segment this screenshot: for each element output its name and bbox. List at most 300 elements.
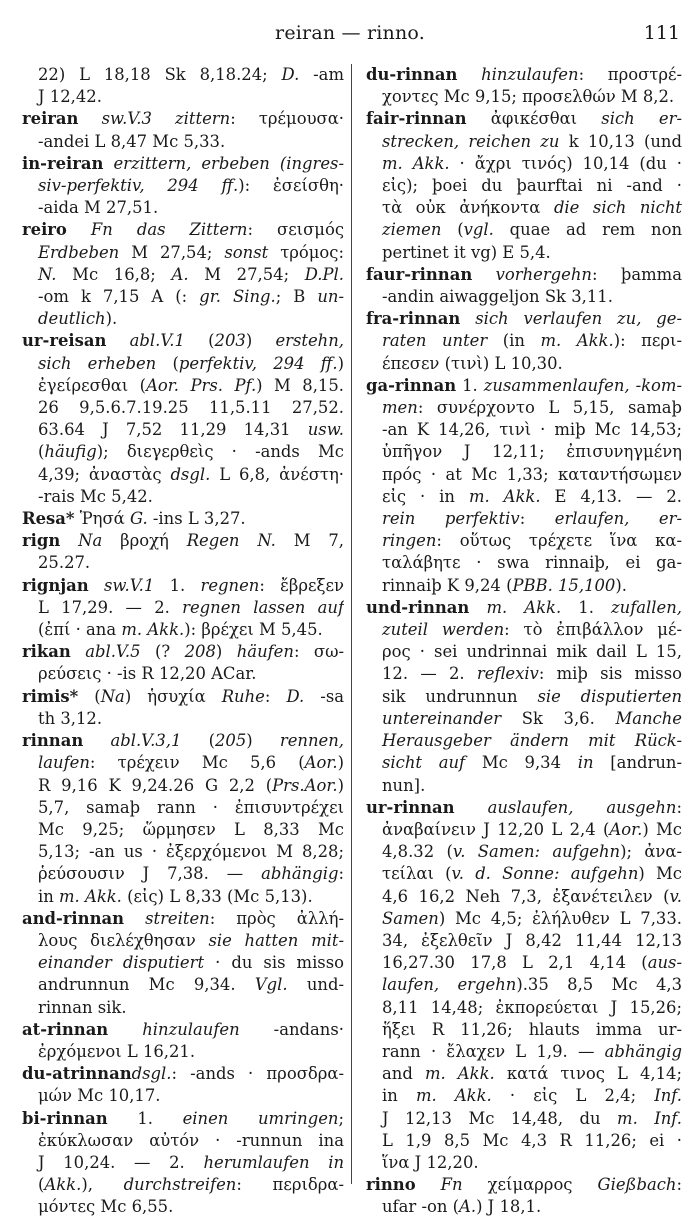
entry-line: [366, 1196, 682, 1218]
headword: reiran: [22, 109, 79, 129]
italic-gloss: Fn: [440, 1175, 463, 1195]
entry-text: 1.: [107, 1108, 183, 1128]
entry-headword-line: [366, 375, 682, 397]
headword: rinno: [366, 1175, 416, 1195]
entry-line: [366, 863, 682, 885]
entry-text: πρός · at Mc 1,33; καταντήσωμεν: [382, 464, 682, 484]
entry-line: [366, 175, 682, 197]
entry-line: [366, 464, 682, 486]
entry-line: [22, 419, 344, 441]
entry-line: [366, 486, 682, 508]
entry-text: in: [38, 886, 60, 906]
entry-text: rinnaiþ K 9,24 (: [382, 575, 513, 595]
entry-text: :: [676, 797, 682, 817]
entry-line: [22, 775, 344, 797]
entry-text: ufar -on (: [382, 1197, 460, 1217]
italic-gloss: men: [382, 398, 418, 418]
entry-line: [366, 1019, 682, 1041]
italic-gloss: sw.V.1: [103, 575, 155, 595]
entry-text: [416, 1175, 441, 1194]
headword: rikan: [22, 642, 71, 662]
entry-line: [366, 197, 682, 219]
entry-text: 25.27.: [38, 553, 91, 573]
entry-line: [366, 242, 682, 264]
entry-line: [366, 686, 682, 708]
entry-text: ) Mc 4,5; ἐλήλυθεν L 7,33.: [438, 908, 682, 928]
headword: rinnan: [22, 731, 84, 751]
entry-text: sik undrunnun: [382, 686, 538, 706]
entry-line: [22, 353, 344, 375]
entry-line: [22, 841, 344, 863]
entry-line: [366, 930, 682, 952]
entry-headword-line: [22, 153, 344, 175]
entry-text: (εἰς) L 8,33 (Mc 5,13).: [121, 886, 313, 906]
entry-text: J 12,42.: [38, 87, 102, 107]
entry-headword-line: [22, 686, 344, 708]
italic-gloss: sonst: [224, 242, 269, 262]
entry-line: [22, 752, 344, 774]
italic-gloss: einander disputiert: [38, 953, 205, 973]
headword: Resa*: [22, 509, 75, 529]
italic-gloss: sich erheben: [38, 353, 157, 373]
entry-text: ὑπῆγον J 12,11; ἐπισυνηγμένη: [382, 442, 682, 462]
italic-gloss: rein perfektiv: [382, 509, 520, 529]
italic-gloss: herumlaufen in: [203, 1152, 344, 1172]
italic-gloss: Aor. Prs. Pf.: [146, 375, 257, 395]
entry-line: [22, 1174, 344, 1196]
entry-text: Ῥησά: [74, 509, 130, 529]
italic-gloss: dsgl.: [170, 464, 211, 484]
entry-text: βροχή: [102, 531, 187, 551]
entry-text: Mc 9,34: [465, 753, 578, 773]
italic-gloss: abhängig: [261, 864, 339, 884]
headword: ga-rinnan: [366, 375, 457, 395]
entry-text: ) ἡσυχία: [124, 686, 222, 706]
entry-text: [472, 265, 495, 284]
entry-line: [366, 619, 682, 641]
italic-gloss: un-: [317, 287, 344, 307]
entry-text: :: [338, 864, 344, 884]
entry-text: ); διεγερθεὶς · -ands Mc: [96, 442, 344, 462]
entry-line: [366, 330, 682, 352]
entry-text: : τρέμουσα·: [230, 109, 344, 129]
entry-line: [22, 242, 344, 264]
entry-text: (: [78, 686, 101, 706]
italic-gloss: Vgl.: [254, 975, 288, 995]
entry-headword-line: [22, 530, 344, 552]
entry-line: [366, 219, 682, 241]
entry-text: -sa: [304, 686, 344, 706]
entry-headword-line: [366, 597, 682, 619]
italic-gloss: strecken, reichen zu: [382, 131, 560, 151]
italic-gloss: abl.V.3,1: [110, 731, 182, 751]
entry-line: [22, 64, 344, 86]
entry-headword-line: [22, 1108, 344, 1130]
entry-text: · εἰς L 2,4;: [491, 1086, 655, 1106]
entry-text: ταλάβητε · swa rinnaiþ, ei ga-: [382, 553, 682, 573]
page-number: 111: [643, 22, 680, 44]
italic-gloss: Samen: [382, 908, 439, 928]
entry-text: : πρὸς ἀλλή-: [209, 908, 344, 928]
entry-text: Mc 9,25; ὥρμησεν L 8,33 Mc: [38, 819, 344, 839]
italic-gloss: 205: [215, 731, 247, 751]
entry-text: -am: [299, 65, 344, 84]
entry-line: [22, 974, 344, 996]
entry-headword-line: [22, 108, 344, 130]
entry-text: : ἔβρεξεν: [259, 575, 344, 595]
entry-text: λους διελέχθησαν: [38, 930, 209, 950]
entry-text: 1.: [561, 597, 612, 617]
italic-gloss: deutlich: [38, 309, 106, 329]
italic-gloss: A.: [171, 264, 189, 284]
italic-gloss: sich verlaufen zu, ge-: [475, 309, 682, 329]
entry-text: R 9,16 K 9,24.26 G 2,2 (: [38, 775, 273, 795]
entry-line: [366, 131, 682, 153]
entry-headword-line: [22, 508, 344, 530]
entry-line: [366, 663, 682, 685]
entry-text: ;: [338, 1108, 344, 1128]
italic-gloss: Aor.: [609, 819, 643, 839]
entry-text: pertinet it vg) E 5,4.: [382, 242, 551, 262]
entry-text: : προστρέ-: [578, 65, 682, 84]
entry-text: M 27,54;: [188, 264, 305, 284]
entry-line: [22, 397, 344, 419]
left-column: [22, 64, 344, 1219]
entry-text: th 3,12.: [38, 708, 103, 728]
italic-gloss: Regen N.: [186, 531, 276, 551]
entry-line: [366, 353, 682, 375]
entry-line: [22, 930, 344, 952]
entry-text: 1.: [154, 575, 201, 595]
entry-text: M 27,54;: [119, 242, 225, 262]
entry-text: :: [264, 686, 287, 706]
entry-line: [22, 552, 344, 574]
entry-text: εἰς); þoei du þaurftai ni -and ·: [382, 176, 682, 196]
entry-text: ) Mc: [638, 864, 682, 884]
italic-gloss: m. Inf.: [617, 1108, 682, 1128]
entry-headword-line: [22, 1063, 344, 1085]
entry-headword-line: [366, 1174, 682, 1196]
italic-gloss: perfektiv, 294 ff.: [178, 353, 338, 373]
italic-gloss: rennen,: [279, 731, 344, 751]
italic-gloss: Gießbach: [597, 1175, 677, 1195]
entry-text: [457, 65, 481, 84]
entry-text: quae ad rem non: [493, 220, 682, 240]
italic-gloss: einen umringen: [182, 1108, 339, 1128]
entry-text: ).: [615, 575, 627, 595]
entry-text: 4,8.32 (: [382, 842, 453, 862]
entry-line: [22, 1196, 344, 1218]
entry-text: (ἐπί · ana: [38, 620, 122, 640]
entry-text: 22) L 18,18 Sk 8,18.24;: [38, 65, 282, 84]
headword: and-rinnan: [22, 908, 125, 928]
entry-text: ρος · sei undrinnai mik dail L 15,: [382, 642, 682, 662]
entry-text: τρόμος:: [268, 242, 344, 262]
entry-text: ): ἐσείσθη·: [238, 176, 344, 196]
entry-text: ): [215, 642, 237, 662]
entry-text: [469, 598, 486, 617]
entry-line: [22, 197, 344, 219]
entry-text: ἥξει R 11,26; hlauts imma ur-: [382, 1019, 682, 1039]
entry-line: [366, 286, 682, 308]
italic-gloss: Fn das Zittern: [90, 220, 248, 240]
right-column: [366, 64, 682, 1219]
italic-gloss: v.: [669, 886, 682, 906]
entry-text: : τρέχειν Mc 5,6 (: [89, 753, 305, 773]
entry-line: [22, 663, 344, 685]
entry-line: [366, 1041, 682, 1063]
entry-text: ἐρχόμενοι L 16,21.: [38, 1041, 196, 1061]
entry-text: 5,7, samaþ rann · ἐπισυντρέχει: [38, 797, 344, 817]
headword: faur-rinnan: [366, 264, 473, 284]
italic-gloss: hinzulaufen: [481, 65, 579, 84]
italic-gloss: Aor.: [304, 753, 338, 773]
italic-gloss: streiten: [145, 908, 210, 928]
entry-text: ἀφικέσθαι: [466, 109, 602, 129]
italic-gloss: Na: [100, 686, 125, 706]
entry-text: : -ands · προσδρα-: [171, 1064, 344, 1084]
entry-text: [andrun-: [593, 753, 682, 773]
italic-gloss: v. Samen: aufgehn: [452, 842, 621, 862]
headword: reiro: [22, 220, 67, 240]
italic-gloss: Manche: [615, 708, 682, 728]
headword: rign: [22, 531, 61, 551]
italic-gloss: ringen: [382, 531, 437, 551]
italic-gloss: Na: [78, 531, 103, 551]
entry-line: [366, 641, 682, 663]
entry-text: : σω-: [293, 642, 344, 662]
entry-text: [71, 642, 85, 661]
italic-gloss: laufen: [38, 753, 90, 773]
entry-text: 16,27.30 17,8 L 2,1 4,14 (: [382, 953, 648, 973]
entry-line: [22, 863, 344, 885]
entry-text: ),: [81, 1175, 124, 1195]
entry-text: (: [441, 220, 464, 240]
italic-gloss: erstehn,: [275, 331, 344, 351]
entry-line: [366, 997, 682, 1019]
entry-line: [366, 952, 682, 974]
italic-gloss: Akk.: [44, 1175, 82, 1195]
entry-text: -rais Mc 5,42.: [38, 486, 153, 506]
italic-gloss: aus-: [647, 953, 682, 973]
entry-text: L 17,29. — 2.: [38, 597, 183, 617]
italic-gloss: häufig: [44, 442, 97, 462]
entry-text: Sk 3,6.: [501, 708, 616, 728]
entry-line: [22, 486, 344, 508]
entry-text: ): [245, 331, 276, 351]
entry-text: ἵνα J 12,20.: [382, 1152, 479, 1172]
headword: at-rinnan: [22, 1019, 109, 1039]
entry-text: 63.64 J 7,52 11,29 14,31: [38, 420, 308, 440]
headword: fra-rinnan: [366, 309, 461, 329]
italic-gloss: Prs.Aor.: [272, 775, 338, 795]
entry-text: (: [38, 1175, 45, 1195]
entry-text: ) Mc: [642, 819, 682, 839]
entry-line: [366, 397, 682, 419]
entry-text: μόντες Mc 6,55.: [38, 1197, 174, 1217]
entry-line: [366, 1108, 682, 1130]
entry-text: -ins L 3,27.: [147, 509, 246, 529]
entry-text: (: [184, 331, 215, 351]
italic-gloss: A.: [459, 1197, 477, 1217]
entry-line: [366, 1152, 682, 1174]
entry-line: [22, 86, 344, 108]
italic-gloss: erlaufen, er-: [554, 509, 682, 529]
italic-gloss: ziemen: [382, 220, 442, 240]
entry-text: (: [38, 442, 45, 462]
entry-text: -aida M 27,51.: [38, 198, 159, 218]
italic-gloss: v. d. Sonne: aufgehn: [451, 864, 639, 884]
italic-gloss: sie hatten mit-: [208, 930, 344, 950]
entry-headword-line: [366, 264, 682, 286]
entry-text: -andin aiwaggeljon Sk 3,11.: [382, 287, 613, 307]
headword: rignjan: [22, 575, 89, 595]
entry-line: [366, 1063, 682, 1085]
italic-gloss: sich er-: [601, 109, 682, 129]
entry-text: [67, 220, 91, 239]
italic-gloss: m. Akk.: [415, 1086, 492, 1106]
entry-text: ) J 18,1.: [476, 1197, 542, 1217]
entry-line: [366, 886, 682, 908]
italic-gloss: durchstreifen: [123, 1175, 237, 1195]
entry-text: -an K 14,26, τινὶ · miþ Mc 14,53;: [382, 420, 682, 440]
headword: und-rinnan: [366, 597, 470, 617]
entry-text: Mc 16,8;: [56, 264, 172, 284]
entry-headword-line: [366, 797, 682, 819]
entry-line: [366, 708, 682, 730]
entry-line: [366, 1085, 682, 1107]
headword: rimis*: [22, 686, 79, 706]
entry-text: nun].: [382, 775, 426, 795]
italic-gloss: m. Akk.: [121, 620, 185, 640]
entry-text: rinnan sik.: [38, 997, 127, 1017]
entry-text: [83, 731, 110, 750]
entry-text: 12. — 2.: [382, 664, 477, 684]
entry-line: [22, 131, 344, 153]
italic-gloss: siv-perfektiv, 294 ff.: [38, 176, 239, 196]
entry-text: : συνέρχοντο L 5,15, samaþ: [417, 398, 682, 418]
entry-text: 8,11 14,48; ἐκπορεύεται J 15,26;: [382, 997, 682, 1017]
entry-line: [366, 775, 682, 797]
italic-gloss: D.: [286, 686, 305, 706]
entry-line: [22, 1041, 344, 1063]
entry-text: 4,39; ἀναστὰς: [38, 464, 171, 484]
page-title: reiran — rinno.: [275, 22, 425, 44]
entry-text: andrunnun Mc 9,34.: [38, 975, 255, 995]
entry-text: (?: [140, 642, 185, 662]
italic-gloss: Inf.: [654, 1086, 682, 1106]
entry-text: -andei L 8,47 Mc 5,33.: [38, 131, 226, 151]
italic-gloss: regnen: [200, 575, 260, 595]
italic-gloss: raten unter: [382, 331, 488, 351]
entry-line: [22, 308, 344, 330]
italic-gloss: häufen: [236, 642, 294, 662]
italic-gloss: D.Pl.: [304, 264, 344, 284]
headword: ur-rinnan: [366, 797, 455, 817]
entry-text: [60, 531, 78, 550]
entry-text: L 1,9 8,5 Mc 4,3 R 11,26; ei ·: [382, 1130, 682, 1150]
entry-text: τὰ οὐκ ἀνήκοντα: [382, 198, 554, 218]
italic-gloss: zufallen,: [611, 597, 682, 617]
italic-gloss: 208: [184, 642, 216, 662]
italic-gloss: auslaufen, ausgehn: [487, 797, 677, 817]
entry-text: ῥεύσουσιν J 7,38. —: [38, 864, 262, 884]
entry-line: [22, 1152, 344, 1174]
entry-text: ): [246, 731, 280, 751]
entry-line: [366, 441, 682, 463]
entry-line: [366, 841, 682, 863]
entry-text: [455, 798, 488, 817]
entry-text: ): [337, 753, 344, 773]
entry-text: (: [156, 353, 179, 373]
italic-gloss: abhängig: [604, 1041, 682, 1061]
italic-gloss: m. Akk.: [382, 153, 450, 173]
entry-line: [22, 441, 344, 463]
headword: in-reiran: [22, 153, 104, 173]
entry-line: [22, 286, 344, 308]
italic-gloss: zusammenlaufen, -kom-: [483, 375, 682, 395]
italic-gloss: abl.V.5: [85, 642, 141, 662]
entry-text: [89, 576, 104, 595]
italic-gloss: hinzulaufen: [142, 1019, 240, 1039]
entry-text: ἀναβαίνειν J 12,20 L 2,4 (: [382, 819, 610, 839]
entry-line: [22, 464, 344, 486]
italic-gloss: abl.V.1: [129, 331, 185, 351]
entry-line: [366, 819, 682, 841]
entry-text: E 4,13. — 2.: [540, 486, 682, 506]
entry-text: · du sis misso: [204, 953, 344, 973]
entry-line: [22, 708, 344, 730]
entry-headword-line: [22, 1019, 344, 1041]
headword: du-rinnan: [366, 65, 458, 84]
italic-gloss: sie disputierten: [537, 686, 682, 706]
entry-text: -om k 7,15 A (:: [38, 287, 200, 307]
italic-gloss: m. Akk.: [59, 886, 122, 906]
entry-text: [78, 109, 101, 128]
italic-gloss: regnen lassen auf: [182, 597, 344, 617]
entry-text: [108, 1020, 142, 1039]
entry-text: (in: [487, 331, 541, 351]
entry-line: [22, 886, 344, 908]
entry-text: ): βρέχει M 5,45.: [184, 620, 323, 640]
entry-text: ): [337, 775, 344, 795]
italic-gloss: gr. Sing.: [199, 287, 276, 307]
entry-line: [366, 86, 682, 108]
entry-text: :: [676, 1175, 682, 1195]
entry-text: χοντες Mc 9,15; προσελθών M 8,2.: [382, 87, 675, 107]
headword: du-atrinnan: [22, 1064, 132, 1084]
entry-text: : οὕτως τρέχετε ἵνα κα-: [436, 531, 682, 551]
entry-text: ): [337, 353, 344, 373]
italic-gloss: G.: [129, 509, 148, 529]
entry-line: [22, 952, 344, 974]
italic-gloss: untereinander: [382, 708, 502, 728]
entry-text: ἐκύκλωσαν αὐτόν · -runnun ina: [38, 1130, 344, 1150]
entry-headword-line: [366, 308, 682, 330]
entry-text: : τὸ ἐπιβάλλον μέ-: [504, 620, 682, 640]
entry-headword-line: [22, 219, 344, 241]
entry-line: [22, 619, 344, 641]
entry-text: 26 9,5.6.7.19.25 11,5.11 27,52.: [38, 398, 344, 418]
entry-text: 4,6 16,2 Neh 7,3, ἐξανέτειλεν (: [382, 886, 670, 906]
italic-gloss: reflexiv: [476, 664, 539, 684]
entry-text: ).35 8,5 Mc 4,3: [516, 975, 682, 995]
entry-line: [366, 752, 682, 774]
italic-gloss: m. Akk.: [424, 1064, 495, 1084]
entry-text: und-: [287, 975, 344, 995]
entry-text: : περιδρα-: [236, 1175, 344, 1195]
italic-gloss: N.: [38, 264, 57, 284]
